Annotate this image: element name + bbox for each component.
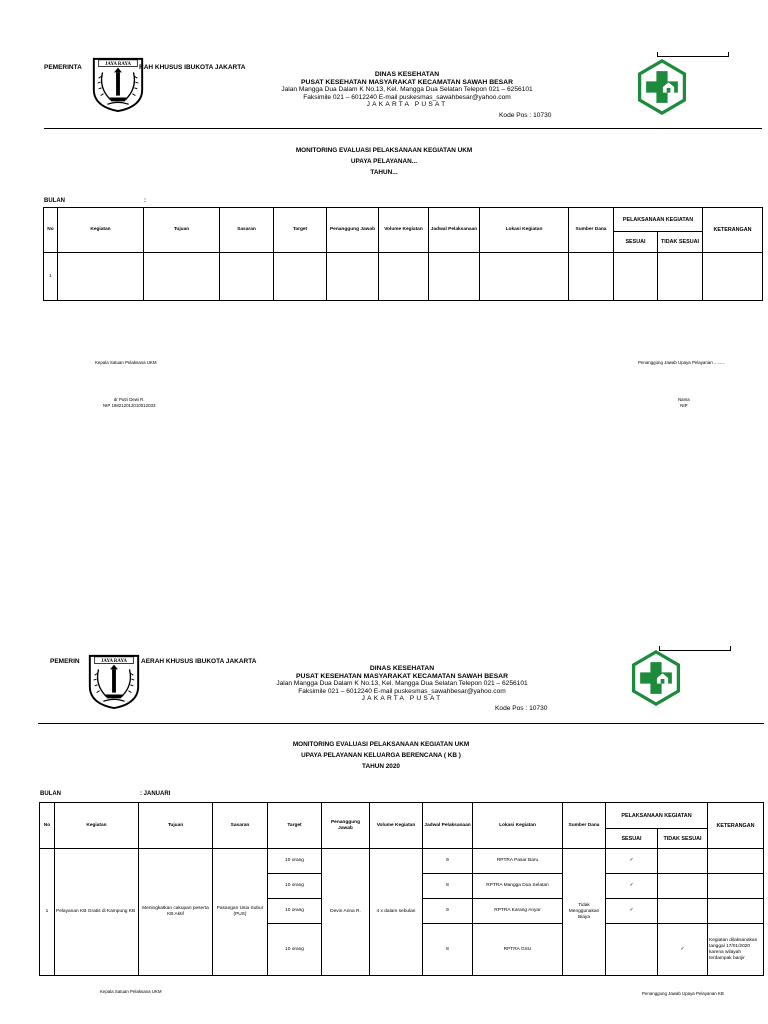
col-lokasi: Lokasi Kegiatan <box>480 208 569 253</box>
letterhead-line-1: DINAS KESEHATAN <box>374 71 440 78</box>
cell-lokasi: RPTRA GSU <box>473 924 563 976</box>
cell-tidak-sesuai <box>658 874 708 899</box>
signature-left-block <box>103 397 155 409</box>
col-lokasi: Lokasi Kegiatan <box>473 803 563 849</box>
signature-right-title: Penanggung Jawab Upaya Pelayanan KB <box>642 991 724 996</box>
col-tujuan: Tujuan <box>139 803 213 849</box>
month-label-text: BULAN <box>44 198 65 204</box>
government-label-right: AERAH KHUSUS IBUKOTA JAKARTA <box>141 658 257 665</box>
cell-keterangan: Kegiatan dilaksanakan tanggal 17/01/2020 karena wilayah terdampak banjir <box>708 924 764 976</box>
col-volume: Volume Kegiatan <box>370 803 423 849</box>
month-label-text: BULAN <box>40 791 61 797</box>
signature-right-title: Penanggung Jawab Upaya Pelayanan ......... <box>638 360 725 365</box>
letterhead-line-4: Faksimile 021 – 6012240 E-mail puskesmas_sawahbesar@yahoo.com <box>303 93 511 101</box>
letterhead-line-1: DINAS KESEHATAN <box>369 665 435 672</box>
corner-mark <box>657 51 729 57</box>
col-no: No <box>44 208 58 253</box>
letterhead-line-5: JAKARTA PUSAT <box>361 695 443 703</box>
cell-sesuai: ✓ <box>606 849 658 874</box>
postal-code: Kode Pos : 10730 <box>499 112 552 119</box>
col-kegiatan: Kegiatan <box>58 208 144 253</box>
cell-sumber-dana: Tidak Menggunakan Biaya <box>563 849 606 976</box>
cell-penanggung-jawab: Devin Anna R. <box>322 849 370 976</box>
col-target: Target <box>268 803 322 849</box>
monitoring-table <box>39 802 764 976</box>
letterhead-line-2: PUSAT KESEHATAN MASYARAKAT KECAMATAN SAWAH BESAR <box>296 672 508 680</box>
col-jadwal: Jadwal Pelaksanaan <box>423 803 473 849</box>
signature-right-block <box>678 397 690 409</box>
letterhead-line-3: Jalan Mangga Dua Dalam K No.13, Kel. Mangga Dua Selatan Telepon 021 – 6256101 <box>276 680 528 688</box>
cell-tidak-sesuai: ✓ <box>658 924 708 976</box>
form-title <box>0 739 765 772</box>
jakarta-crest-icon <box>85 652 143 710</box>
cell-jadwal: 9 <box>423 849 473 874</box>
cell-jadwal: 8 <box>423 924 473 976</box>
col-sasaran: Sasaran <box>213 803 268 849</box>
form-title <box>0 145 768 178</box>
puskesmas-logo-icon <box>634 59 690 115</box>
cell-target: 10 orang <box>268 874 322 899</box>
col-penanggung-jawab: Penanggung Jawab <box>322 803 370 849</box>
cell-target: 10 orang <box>268 924 322 976</box>
cell-tidak-sesuai <box>658 849 708 874</box>
title-line-2: UPAYA PELAYANAN... <box>350 158 418 165</box>
col-tujuan: Tujuan <box>144 208 220 253</box>
col-sasaran: Sasaran <box>220 208 274 253</box>
signature-left-title: Kepala Satuan Pelaksana UKM <box>95 360 157 365</box>
month-label <box>40 791 171 797</box>
signature-left-name: dr Putri Dewi R. <box>113 397 145 402</box>
title-line-1: MONITORING EVALUASI PELAKSANAAN KEGIATAN UKM <box>295 147 473 154</box>
table-row <box>44 253 763 301</box>
government-label-left: PEMERIN <box>50 658 80 665</box>
cell-keterangan <box>708 899 764 924</box>
title-line-2: UPAYA PELAYANAN KELUARGA BERENCANA ( KB ) <box>301 752 461 759</box>
col-no: No <box>40 803 55 849</box>
government-label-right: RAH KHUSUS IBUKOTA JAKARTA <box>139 64 246 71</box>
col-volume: Volume Kegiatan <box>379 208 429 253</box>
month-value: : JANUARI <box>140 791 171 797</box>
cell-keterangan <box>708 874 764 899</box>
col-sesuai: SESUAI <box>614 232 658 253</box>
form-page-filled <box>0 600 768 1024</box>
col-penanggung-jawab: Penanggung Jawab <box>327 208 379 253</box>
cell-sesuai: ✓ <box>606 899 658 924</box>
signature-right-name: Nama <box>678 397 690 402</box>
cell-jadwal: 9 <box>423 899 473 924</box>
col-tidak-sesuai: TIDAK SESUAI <box>658 232 703 253</box>
letterhead <box>192 665 612 703</box>
col-keterangan: KETERANGAN <box>708 803 764 849</box>
title-line-3: TAHUN 2020 <box>362 763 400 770</box>
letterhead-line-2: PUSAT KESEHATAN MASYARAKAT KECAMATAN SAWAH BESAR <box>301 78 513 86</box>
title-line-1: MONITORING EVALUASI PELAKSANAAN KEGIATAN UKM <box>292 741 470 748</box>
cell-sasaran: Pasangan Usia Subur (PUS) <box>213 849 268 976</box>
table-row <box>40 849 764 874</box>
col-pelaksanaan: PELAKSANAAN KEGIATAN <box>606 803 708 829</box>
header-divider <box>38 723 764 724</box>
cell-target: 10 orang <box>268 899 322 924</box>
government-label-left: PEMERINTA <box>44 64 82 71</box>
col-target: Target <box>274 208 327 253</box>
letterhead-line-4: Faksimile 021 – 6012240 E-mail puskesmas_sawahbesar@yahoo.com <box>298 687 506 695</box>
month-value: : <box>144 198 146 204</box>
cell-no: 1 <box>40 849 55 976</box>
col-kegiatan: Kegiatan <box>55 803 139 849</box>
signature-left-nip: NIP 198212012010012033 <box>103 403 156 408</box>
cell-keterangan <box>708 849 764 874</box>
col-jadwal: Jadwal Pelaksanaan <box>429 208 480 253</box>
cell-target: 10 orang <box>268 849 322 874</box>
letterhead-line-5: JAKARTA PUSAT <box>366 101 448 109</box>
cell-kegiatan: Pelayanan KB Gratis di Kampung KB <box>55 849 139 976</box>
cell-lokasi: RPTRA Pasar Baru <box>473 849 563 874</box>
header-divider <box>44 128 762 129</box>
svg-text:JAYA RAYA: JAYA RAYA <box>105 62 131 68</box>
cell-jadwal: 8 <box>423 874 473 899</box>
letterhead <box>197 71 617 109</box>
monitoring-table <box>43 207 763 301</box>
col-pelaksanaan: PELAKSANAAN KEGIATAN <box>614 208 703 232</box>
cell-sesuai <box>606 924 658 976</box>
cell-tujuan: Meningkatkan cakupan peserta KB Aktif <box>139 849 213 976</box>
cell-lokasi: RPTRA Karang Anyar <box>473 899 563 924</box>
col-tidak-sesuai: TIDAK SESUAI <box>658 829 708 849</box>
title-line-3: TAHUN... <box>370 169 398 176</box>
svg-text:JAYA RAYA: JAYA RAYA <box>101 659 127 665</box>
col-sumber-dana: Sumber Dana <box>569 208 614 253</box>
cell-no: 1 <box>44 253 58 301</box>
signature-left-title: Kepala Satuan Pelaksana UKM <box>100 989 162 994</box>
col-sumber-dana: Sumber Dana <box>563 803 606 849</box>
puskesmas-logo-icon <box>628 650 684 706</box>
col-keterangan: KETERANGAN <box>703 208 763 253</box>
cell-sesuai: ✓ <box>606 874 658 899</box>
col-sesuai: SESUAI <box>606 829 658 849</box>
postal-code: Kode Pos : 10730 <box>495 705 548 712</box>
cell-volume: 4 x dalam sebulan <box>370 849 423 976</box>
cell-tidak-sesuai <box>658 899 708 924</box>
month-label <box>44 198 146 204</box>
letterhead-line-3: Jalan Mangga Dua Dalam K No.13, Kel. Mangga Dua Selatan Telepon 021 – 6256101 <box>281 86 533 94</box>
cell-lokasi: RPTRA Mangga Dua Selatan <box>473 874 563 899</box>
signature-right-nip: NIP <box>680 403 688 408</box>
